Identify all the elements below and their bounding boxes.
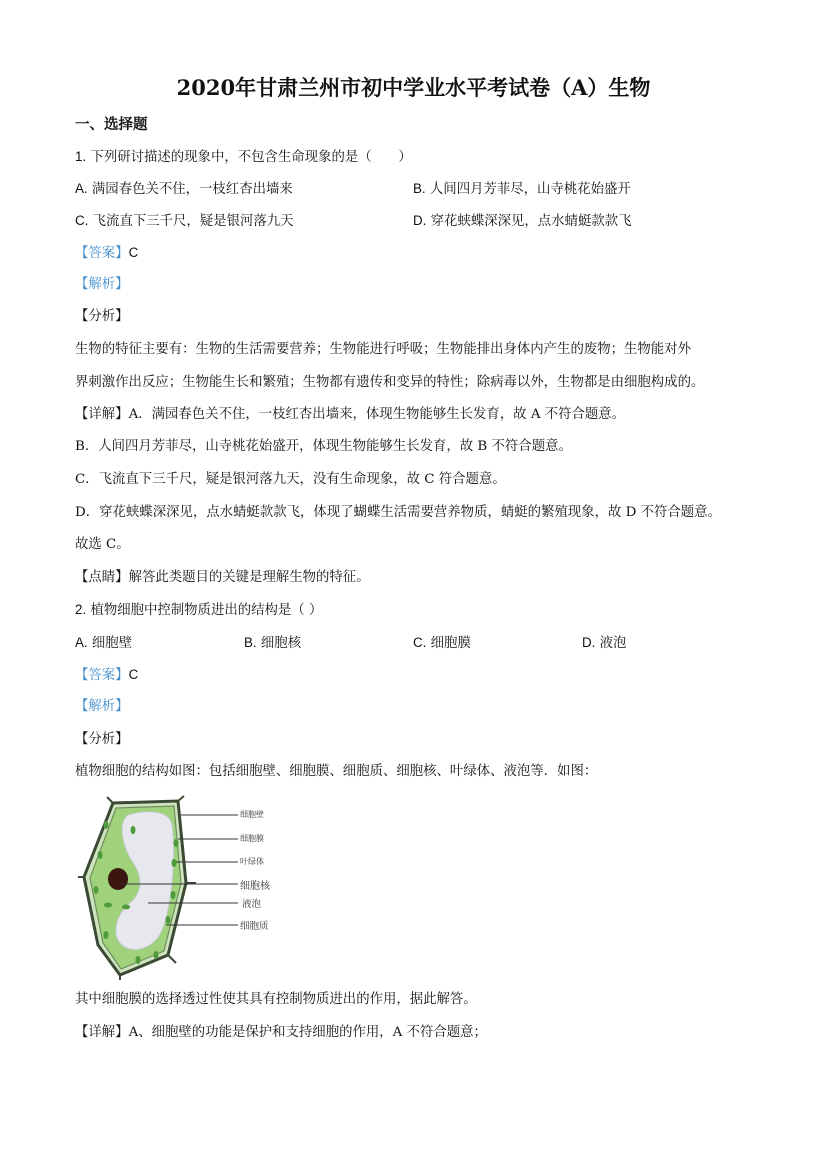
option-label: A. [75,181,88,196]
option-text: 液泡 [599,636,627,651]
label-cytoplasm: 细胞质 [240,921,269,932]
page-title: 2020年甘肃兰州市初中学业水平考试卷（A）生物 [176,75,651,100]
section-heading: 一、选择题 [75,116,148,133]
option-text: 细胞核 [260,636,302,651]
detail-text: A．满园春色关不住，一枝红杏出墙来，体现生物能够生长发育，故 A 不符合题意。 [128,407,626,422]
answer-value: C [128,667,139,682]
option-label: C. [413,635,427,650]
q2-answer [75,666,138,685]
q1-option-d [413,212,632,231]
option-text: 细胞壁 [91,636,133,651]
question-2-stem [75,601,322,620]
q1-fenxi-tag: 【分析】 [75,309,129,324]
q1-detail-line-3: C．飞流直下三千尺，疑是银河落九天，没有生命现象，故 C 符合题意。 [75,472,506,487]
comment-tag: 【点睛】 [75,570,129,585]
option-label: C. [75,213,89,228]
q2-option-b [244,634,301,653]
question-text: 下列研讨描述的现象中，不包含生命现象的是（ ） [90,150,412,165]
label-chloroplast: 叶绿体 [240,857,264,866]
question-1-stem [75,148,412,167]
label-nucleus: 细胞核 [240,881,270,892]
comment-text: 解答此类题目的关键是理解生物的特征。 [128,570,370,585]
label-vacuole: 液泡 [242,899,262,910]
option-label: B. [244,635,257,650]
q1-detail-line-4: D．穿花蛱蝶深深见，点水蜻蜓款款飞，体现了蝴蝶生活需要营养物质，蜻蜓的繁殖现象，故 D 不符合题意。 [75,505,721,520]
question-text: 植物细胞中控制物质进出的结构是（ ） [90,603,323,618]
label-cell-wall: 细胞壁 [240,810,264,819]
q1-conclusion: 故选 C。 [75,537,130,552]
option-text: 细胞膜 [430,636,471,651]
detail-text: A、细胞壁的功能是保护和支持细胞的作用，A 不符合题意； [128,1025,487,1040]
q1-comment [75,569,370,587]
q2-analysis-tag: 【解析】 [75,699,129,714]
q1-detail-line-1 [75,406,625,424]
option-text: 人间四月芳菲尽，山寺桃花始盛开 [429,182,631,197]
q1-option-a [75,180,293,199]
option-label: B. [413,181,426,196]
q2-fenxi-tag: 【分析】 [75,732,129,747]
option-text: 满园春色关不住，一枝红杏出墙来 [91,182,293,197]
option-label: D. [413,213,427,228]
q1-option-b [413,180,631,199]
option-label: D. [582,635,596,650]
answer-value: C [128,245,139,260]
label-cell-membrane: 细胞膜 [240,834,264,843]
q2-option-d [582,634,626,653]
q1-option-c [75,212,294,231]
option-label: A. [75,635,88,650]
q2-option-a [75,634,132,653]
plant-cell-illustration [78,795,308,980]
detail-tag: 【详解】 [75,407,129,422]
answer-tag: 【答案】 [75,246,129,261]
q2-after-figure: 其中细胞膜的选择透过性使其具有控制物质进出的作用，据此解答。 [75,992,477,1007]
option-text: 穿花蛱蝶深深见，点水蜻蜓款款飞 [430,214,632,229]
q1-fenxi-line-2: 界刺激作出反应；生物能生长和繁殖；生物都有遗传和变异的特性；除病毒以外，生物都是由细胞构成的。 [75,375,705,390]
q1-analysis-tag: 【解析】 [75,277,129,292]
q2-fenxi-line: 植物细胞的结构如图：包括细胞壁、细胞膜、细胞质、细胞核、叶绿体、液泡等．如图： [75,764,598,779]
q1-answer [75,244,138,263]
q1-fenxi-line-1: 生物的特征主要有：生物的生活需要营养；生物能进行呼吸；生物能排出身体内产生的废物；生物能对外 [75,342,691,357]
q2-detail-line [75,1024,487,1042]
question-number: 1. [75,149,87,164]
option-text: 飞流直下三千尺，疑是银河落九天 [92,214,294,229]
q2-option-c [413,634,471,653]
plant-cell-diagram [78,795,308,980]
detail-tag: 【详解】 [75,1025,129,1040]
q1-detail-line-2: B．人间四月芳菲尽，山寺桃花始盛开，体现生物能够生长发育，故 B 不符合题意。 [75,439,572,454]
answer-tag: 【答案】 [75,668,129,683]
question-number: 2. [75,602,87,617]
